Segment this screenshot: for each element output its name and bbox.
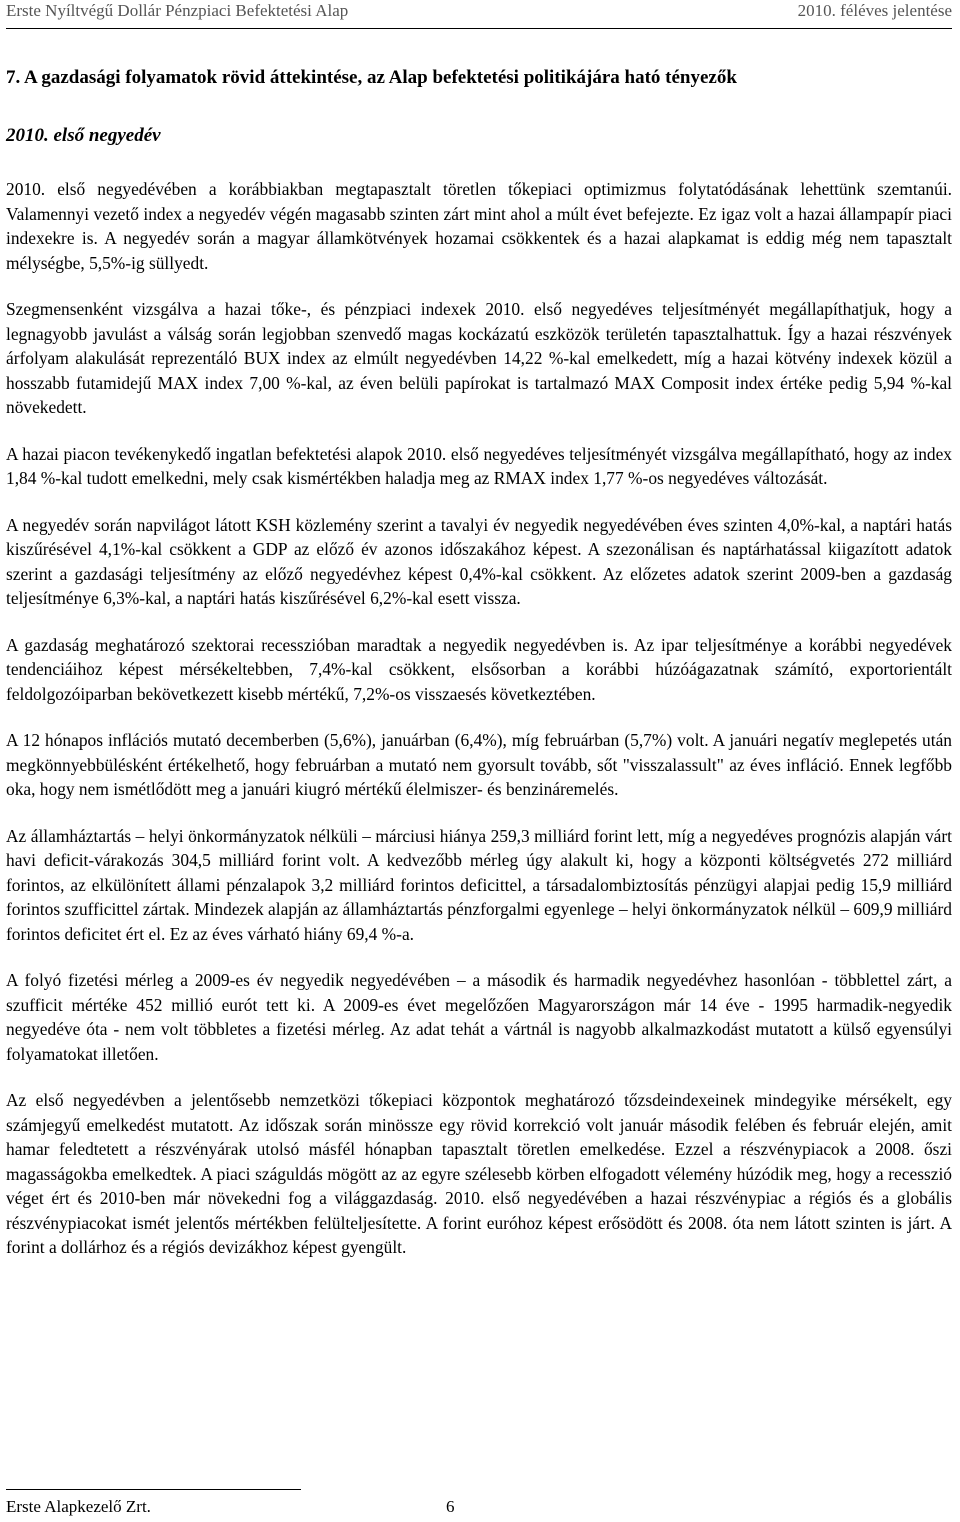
paragraph: A folyó fizetési mérleg a 2009-es év negyedik negyedévében – a második és harmadik negyedévhez hasonlóan - többlettel zárt, a szufficit mértéke 452 millió eurót tett ki. A 2009-es évet megelőzően Magyarországon már 14 éve - 1995 harmadik-negyedik negyedéve óta - nem volt többletes a fizetési mérleg. Az adat tehát a vártnál is nagyobb alkalmazkodást mutatott a külső egyensúlyi folyamatokat illetően.	[6, 970, 952, 1064]
section-title: 7. A gazdasági folyamatok rövid áttekintése, az Alap befektetési politikájára ható tényezők	[6, 67, 737, 88]
paragraph: A 12 hónapos inflációs mutató decemberben (5,6%), januárban (6,4%), míg februárban (5,7%) volt. A januári negatív meglepetés után megkönnyebbülésként értékelhető, hogy februárban a mutató nem gyorsult tovább, sőt "visszalassult" az éves infláció. Ennek legfőbb oka, hogy nem ismétlődött meg a januári kiugró mértékű élelmiszer- és benzináremelés.	[6, 730, 952, 799]
body-text	[6, 177, 952, 1282]
header-report-title: 2010. féléves jelentése	[797, 1, 952, 20]
paragraph: A hazai piacon tevékenykedő ingatlan befektetési alapok 2010. első negyedéves teljesítményét vizsgálva megállapítható, hogy az index 1,84 %-kal tudott emelkedni, mely csak kismértékben haladja meg az RMAX index 1,77 %-os negyedéves változását.	[6, 443, 952, 488]
header-fund-name: Erste Nyíltvégű Dollár Pénzpiaci Befektetési Alap	[6, 1, 349, 20]
footer-divider	[6, 1489, 301, 1490]
footer-company: Erste Alapkezelő Zrt.	[6, 1497, 151, 1516]
paragraph: Az államháztartás – helyi önkormányzatok nélküli – márciusi hiánya 259,3 milliárd forint lett, míg a negyedéves prognózis alapján várt havi deficit-várakozás 304,5 milliárd forint volt. A kedvezőbb mérleg úgy alakult ki, hogy a központi költségvetés 272 milliárd forintos, az elkülönített állami pénzalapok 3,2 milliárd forintos deficittel, a társadalombiztosítás pénzügyi alapjai pedig 15,9 milliárd forintos szufficittel zártak. Mindezek alapján az államháztartás pénzforgalmi egyenlege – helyi önkormányzatok nélkül – 609,9 milliárd forintos deficitet ért el. Ez az éves várható hiány 69,4 %-a.	[6, 825, 952, 944]
paragraph: A gazdaság meghatározó szektorai recesszióban maradtak a negyedik negyedévben is. Az ipar teljesítménye a korábbi negyedévek tendenciáihoz képest mérsékeltebben, 7,4%-kal csökkent, elsősorban a korábbi húzóágazatnak számító, exportorientált feldolgozóiparban bekövetkezett kisebb mértékű, 7,2%-os visszaesés következtében.	[6, 634, 952, 704]
paragraph: 2010. első negyedévében a korábbiakban megtapasztalt töretlen tőkepiaci optimizmus folytatódásának lehettünk szemtanúi. Valamennyi vezető index a negyedév végén magasabb szinten zárt mint ahol a múlt évet befejezte. Ez igaz volt a hazai állampapír piaci indexekre is. A negyedév során a magyar államkötvények hozamai csökkentek és a hazai alapkamat is eddig még nem tapasztalt mélységbe, 5,5%-ig süllyedt.	[6, 179, 952, 273]
page-number: 6	[446, 1497, 455, 1516]
subsection-title: 2010. első negyedév	[6, 125, 161, 146]
page-header	[6, 0, 952, 29]
paragraph: Szegmensenként vizsgálva a hazai tőke-, és pénzpiaci indexek 2010. első negyedéves teljesítményét megállapíthatjuk, hogy a legnagyobb javulást a válság során legjobban szenvedő magas kockázatú eszközök területén tapasztalhattuk. Így a hazai részvények árfolyam alakulását reprezentáló BUX index az elmúlt negyedévben 14,22 %-kal emelkedett, míg a hazai kötvény indexek közül a hosszabb futamidejű MAX index 7,00 %-kal, az éven belüli papírokat is tartalmazó MAX Composit index értéke pedig 5,94 %-kal növekedett.	[6, 299, 952, 417]
paragraph: A negyedév során napvilágot látott KSH közlemény szerint a tavalyi év negyedik negyedévében éves szinten 4,0%-kal, a naptári hatás kiszűrésével 4,1%-kal csökkent a GDP az előző év azonos időszakához képest. A szezonálisan és naptárhatással kiigazított adatok szerint a gazdasági teljesítmény az előző negyedévhez képest 0,4%-kal csökkent. Az előzetes adatok szerint 2009-ben a gazdaság teljesítménye 6,3%-kal, a naptári hatás kiszűrésével 6,2%-kal esett vissza.	[6, 514, 952, 608]
paragraph: Az első negyedévben a jelentősebb nemzetközi tőkepiaci központok meghatározó tőzsdeindexeinek mindegyike mérsékelt, egy számjegyű emelkedést mutatott. Az időszak során minössze egy rövid korrekció volt január második felében és február elején, amit hamar feledtetett a részvényárak utolsó másfél hónapban tapasztalt töretlen emelkedése. Ezzel a részvénypiacok a 2008. őszi magasságokba emelkedtek. A piaci száguldás mögött az az egyre szélesebb körben elfogadott vélemény húzódik meg, hogy a recesszió véget ért és 2010-ben már növekedni fog a világgazdaság. 2010. első negyedévében a hazai részvénypiac a régiós és a globális részvénypiacokat ismét jelentős mértékben felülteljesítette. A forint euróhoz képest erősödött és 2008. óta nem látott szinten is járt. A forint a dollárhoz és a régiós devizákhoz képest gyengült.	[6, 1090, 952, 1257]
page-footer	[6, 1496, 455, 1518]
